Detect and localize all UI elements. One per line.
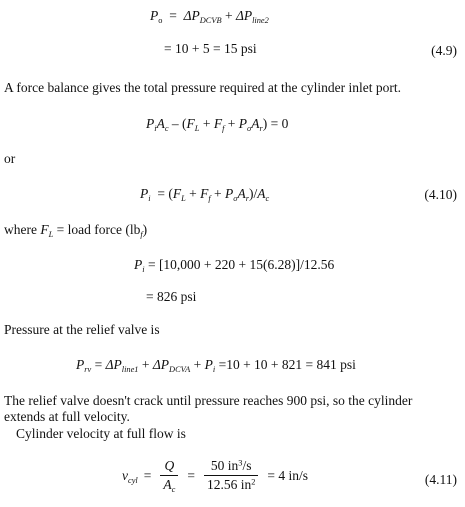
equation-number-4-10: (4.10) <box>424 187 457 202</box>
force-balance-equation: $P_iA_c - (F_L + F_f + P_oA_r) = 0$ <box>146 116 289 133</box>
paragraph-crack-pressure-line2: extends at full velocity. <box>4 409 130 424</box>
equation-4-11: $v_{cyl}$ = $\frac{Q}{A_c}$ = $\frac{50 in^3/s}{12.56 in^2}$ = 4 in/s <box>122 458 309 495</box>
fraction-flow-over-area: $\frac{50 in^3/s}{12.56 in^2}$ <box>204 458 258 493</box>
equation-number-4-9: (4.9) <box>431 43 457 58</box>
pressure-calculation: $P_i = [10,000 + 220 + 15(6.28)]/12.56$ <box>134 257 335 274</box>
equation-4-9-line1: $P_o = \Delta P_{DCVB} + \Delta P_{line2}$ <box>150 8 269 25</box>
eq-symbol: P <box>150 8 159 23</box>
equation-4-10: $P_i = (F_L + F_f + P_oA_r)/A_c$ <box>140 186 270 203</box>
where-definition: where $F_L$ = load force $(lb_f)$ <box>4 222 148 239</box>
pressure-result: = 826 psi <box>146 289 197 304</box>
paragraph-crack-pressure-line1: The relief valve doesn't crack until pressure reaches 900 psi, so the cylinder <box>4 393 413 408</box>
relief-valve-equation: $P_{rv} = \Delta P_{line1} + \Delta P_{DCVA} + P_i =10 + 10 + 821 = 841$ psi <box>76 357 356 374</box>
paragraph-velocity-intro: Cylinder velocity at full flow is <box>16 426 186 441</box>
paragraph-relief-valve: Pressure at the relief valve is <box>4 322 160 337</box>
fraction-q-over-a: $\frac{Q}{A_c}$ <box>160 458 178 493</box>
equation-4-9-line2: = 10 + 5 = 15 psi <box>164 41 257 56</box>
equation-number-4-11: (4.11) <box>424 472 457 487</box>
connector-text: or <box>4 151 16 166</box>
paragraph-force-balance: A force balance gives the total pressure required at the cylinder inlet port. <box>4 80 401 95</box>
